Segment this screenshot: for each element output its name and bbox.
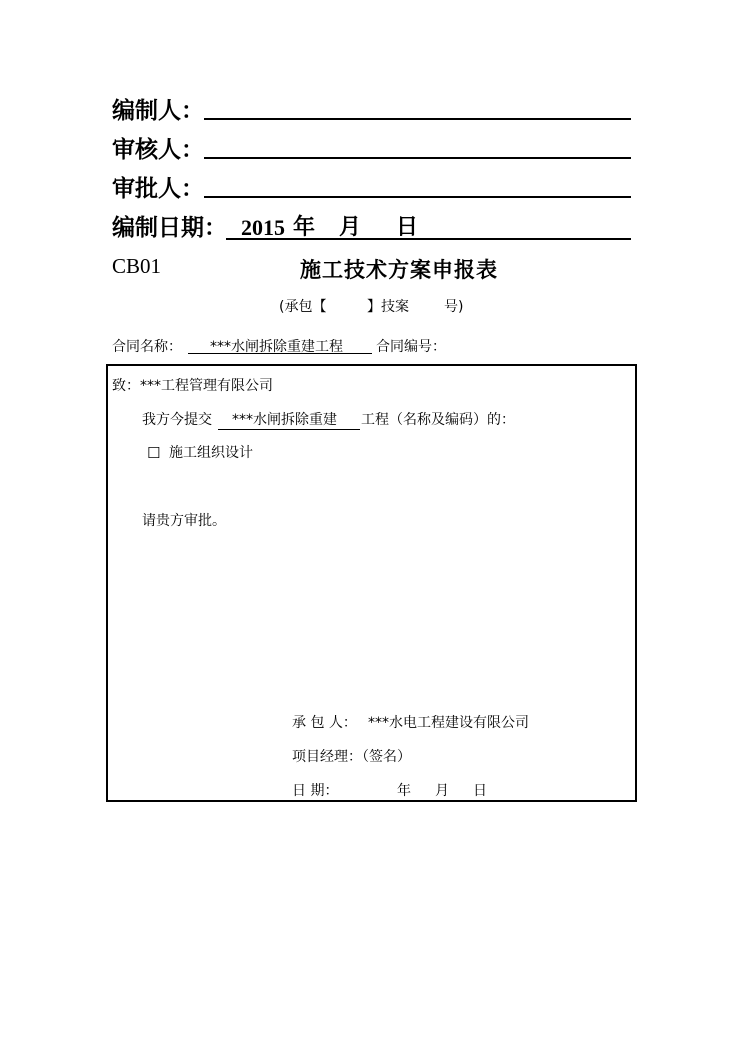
addressee-line: 致：***工程管理有限公司	[112, 378, 273, 394]
compiler-label: 编制人：	[112, 98, 204, 124]
checkbox-label: 施工组织设计	[169, 445, 253, 461]
contract-number-label: 合同编号：	[376, 339, 446, 355]
box-date-label: 日 期：	[292, 783, 339, 799]
date-label: 编制日期：	[112, 215, 227, 241]
reviewer-label: 审核人：	[112, 137, 204, 163]
date-line[interactable]	[226, 238, 631, 240]
form-box	[106, 364, 637, 802]
submit-prefix: 我方今提交	[142, 412, 212, 428]
box-date-day: 日	[473, 783, 487, 799]
approver-label: 审批人：	[112, 176, 204, 202]
submit-project: ***水闸拆除重建	[232, 412, 337, 428]
approver-signature-line[interactable]	[204, 196, 631, 198]
contractor-label: 承 包 人：	[292, 715, 357, 731]
subtitle-open: (承包【	[279, 299, 327, 315]
submit-project-underline	[218, 429, 360, 430]
subtitle-end: 号)	[444, 299, 464, 315]
date-year-unit: 年	[293, 215, 316, 240]
checkbox-icon[interactable]: ☐	[147, 444, 161, 462]
manager-signature-label: 项目经理：（签名）	[292, 749, 411, 765]
date-day-unit: 日	[396, 215, 419, 240]
contract-name-label: 合同名称：	[112, 339, 182, 355]
date-month-unit: 月	[339, 215, 362, 240]
contractor-value: ***水电工程建设有限公司	[368, 715, 529, 731]
submit-suffix: 工程（名称及编码）的：	[361, 412, 515, 428]
date-year: 2015	[241, 215, 285, 240]
reviewer-signature-line[interactable]	[204, 157, 631, 159]
contract-name-underline	[188, 353, 372, 354]
subtitle-mid: 】技案	[367, 299, 409, 315]
approval-request: 请贵方审批。	[142, 513, 226, 529]
contract-name-value: ***水闸拆除重建工程	[210, 339, 343, 355]
box-date-year: 年	[397, 783, 411, 799]
compiler-signature-line[interactable]	[204, 118, 631, 120]
form-code: CB01	[112, 254, 162, 278]
box-date-month: 月	[435, 783, 449, 799]
form-title: 施工技术方案申报表	[300, 258, 498, 282]
